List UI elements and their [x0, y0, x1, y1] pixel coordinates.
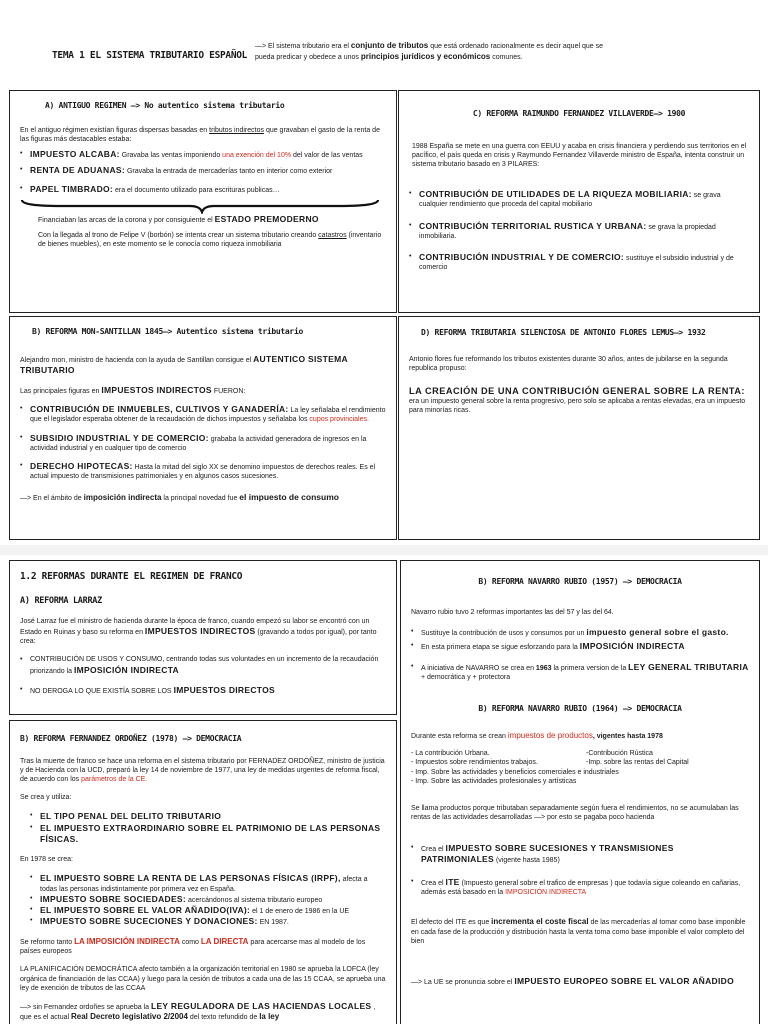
section-fernandez-ordonez	[9, 720, 397, 1024]
page-title: TEMA 1 EL SISTEMA TRIBUTARIO ESPAÑOL	[52, 50, 248, 61]
section-title: B) REFORMA NAVARRO RUBIO (1957) —> DEMOCRACIA	[478, 577, 682, 586]
list-item: • RENTA DE ADUANAS: Gravaba la entrada de mercaderías tanto en interior como exterior	[20, 165, 333, 176]
list-item: • A iniciativa de NAVARRO se crea en 1963 la primera version de la LEY GENERAL TRIBUTARIA + democrática y + protectora	[411, 662, 749, 682]
paragraph: José Larraz fue el ministro de hacienda durante la época de franco, cuando empezó su labor se encontró con un Estado en Ruinas y baso su reforma en IMPUESTOS INDIRECTOS (gravando a todos por igual), por tanto crea:	[20, 617, 377, 646]
section-villaverde	[398, 90, 760, 313]
section-mon-santillan	[9, 316, 397, 540]
tax-list-row	[411, 777, 749, 786]
section-franco	[9, 560, 397, 715]
list-item: • CONTRIBUCIÓN DE USOS Y CONSUMO, centrando todas sus voluntades en un incremento de la recaudación priorizando la IMPOSICIÓN INDIRECTA	[20, 656, 379, 675]
list-item: • NO DEROGA LO QUE EXISTÍA SOBRE LOS IMPUESTOS DIRECTOS	[20, 684, 275, 695]
tax-list-item: -Imp. sobre las rentas del Capital	[586, 759, 689, 767]
section-subtitle: A) REFORMA LARRAZ	[20, 595, 102, 606]
section-title: 1.2 REFORMAS DURANTE EL REGIMEN DE FRANCO	[20, 571, 243, 582]
section-antiguo-regimen	[9, 90, 397, 313]
paragraph: Con la llegada al trono de Felipe V (borbón) se intenta crear un sistema tributario creando catastros (inventario de bienes muebles), en este momento se le conocía como riqueza inmobiliaria	[38, 231, 382, 249]
paragraph: Se reformo tanto LA IMPOSICIÓN INDIRECTA como LA DIRECTA para acercarse mas al modelo de los países europeos	[20, 936, 366, 956]
tax-list-row	[411, 768, 749, 777]
section-title: B) REFORMA FERNANDEZ ORDOÑEZ (1978) —> DEMOCRACIA	[20, 734, 242, 743]
list-item: • PAPEL TIMBRADO: era el documento utilizado para escrituras publicas…	[20, 184, 280, 195]
list-item: • CONTRIBUCIÓN INDUSTRIAL Y DE COMERCIO: sustituye el subsidio industrial y de comercio	[409, 252, 734, 272]
paragraph: —> sin Fernandez ordoñes se aprueba la LEY REGULADORA DE LAS HACIENDAS LOCALES , que es el actual Real Decreto legislativo 2/2004 del texto refundido de la ley	[20, 1001, 376, 1022]
list-item: • EL IMPUESTO EXTRAORDINARIO SOBRE EL PATRIMONIO DE LAS PERSONAS FÍSICAS.	[30, 822, 381, 844]
section-title: B) REFORMA MON-SANTILLAN 1845—> Autentico sistema tributario	[32, 327, 303, 336]
list-item: • Crea el IMPUESTO SOBRE SUCESIONES Y TRANSMISIONES PATRIMONIALES (vigente hasta 1985)	[411, 842, 674, 864]
paragraph: Las principales figuras en IMPUESTOS INDIRECTOS FUERON:	[20, 385, 246, 396]
paragraph: Se crea y utiliza:	[20, 794, 72, 802]
page-intro: —> El sistema tributario era el conjunto de tributos que está ordenado racionalmente es decir aquel que se pueda predicar y obedece a unos principios jurídicos y económicos comunes.	[255, 41, 603, 61]
paragraph: LA PLANIFICACIÓN DEMOCRÁTICA afecto también a la organización territorial en 1980 se aprueba la LOFCA (ley orgánica de financiación de las CCAA) y luego para la cesión de tributos a cada una de las 15 CCAA, se aprueba una ley de exención de tributos de las CCAA	[20, 966, 386, 992]
paragraph: —> En el ámbito de imposición indirecta la principal novedad fue el impuesto de consumo	[20, 491, 339, 502]
tax-list-item: - Impuestos sobre rendimientos trabajos.	[411, 759, 538, 767]
list-item: • EL IMPUESTO SOBRE LA RENTA DE LAS PERSONAS FÍSICAS (IRPF), afecta a todas las personas indistintamente por primera vez en España.	[30, 873, 368, 893]
paragraph: Durante esta reforma se crean impuestos de productos, vigentes hasta 1978	[411, 730, 663, 740]
section-title: C) REFORMA RAIMUNDO FERNANDEZ VILLAVERDE—> 1900	[472, 109, 686, 118]
list-item: • IMPUESTO ALCABA: Gravaba las ventas imponiendo una exención del 10% del valor de las ventas	[20, 149, 363, 160]
paragraph: Navarro rubio tuvo 2 reformas importantes las del 57 y las del 64.	[411, 608, 614, 616]
brace-icon	[20, 198, 380, 214]
section-title: D) REFORMA TRIBUTARIA SILENCIOSA DE ANTONIO FLORES LEMUS—> 1932	[421, 328, 706, 337]
list-item: • Sustituye la contribución de usos y consumos por un impuesto general sobre el gasto.	[411, 626, 729, 637]
paragraph: Se llama productos porque tributaban separadamente según fuera el rendimientos, no se acumulaban las rentas de las actividades desarrolladas —> por esto se pagaba poco hacienda	[411, 805, 739, 822]
tax-list-item: - La contribución Urbana.	[411, 750, 490, 758]
list-item: • CONTRIBUCIÓN DE INMUEBLES, CULTIVOS Y GANADERÍA: La ley señalaba el rendimiento que el legislador esperaba obtener de la recaudación de dichos impuestos y señalaba los cupos provinciales.	[20, 404, 386, 424]
paragraph: Antonio flores fue reformando los tributos existentes durante 30 años, antes de jubilarse en la segunda republica propuso:	[409, 355, 728, 372]
list-item: • EL TIPO PENAL DEL DELITO TRIBUTARIO	[30, 811, 222, 822]
paragraph: LA CREACIÓN DE UNA CONTRIBUCIÓN GENERAL SOBRE LA RENTA: era un impuesto general sobre la renta progresivo, pero solo se aplicaba a rentas elevadas, era un impuesto para minorías ricas.	[409, 386, 746, 415]
paragraph: En 1978 se crea:	[20, 856, 73, 864]
paragraph: El defecto del ITE es que incrementa el coste fiscal de las mercaderías al tomar como base imponible en cada fase de la producción y distribución hasta la venta toma como base imponible el valor completo del bien	[411, 917, 746, 946]
paragraph: —> La UE se pronuncia sobre el IMPUESTO EUROPEO SOBRE EL VALOR AÑADIDO	[411, 976, 734, 987]
section-title: B) REFORMA NAVARRO RUBIO (1964) —> DEMOCRACIA	[478, 704, 682, 713]
tax-list-row	[411, 749, 749, 758]
list-item: • EL IMPUESTO SOBRE EL VALOR AÑADIDO(IVA): el 1 de enero de 1986 en la UE	[30, 905, 350, 916]
tax-list-item: - Imp. Sobre las actividades profesionales y artísticas	[411, 777, 577, 785]
list-item: • CONTRIBUCIÓN DE UTILIDADES DE LA RIQUEZA MOBILIARIA: se grava cualquier rendimiento que proceda del capital mobiliario	[409, 189, 721, 209]
section-flores-lemus	[398, 316, 760, 540]
section-title: A) ANTIGUO REGIMEN —> No autentico sistema tributario	[45, 101, 285, 110]
list-item: • IMPUESTO SOBRE SUCECIONES Y DONACIONES: EN 1987.	[30, 916, 289, 927]
list-item: • DERECHO HIPOTECAS: Hasta la mitad del siglo XX se denomino impuestos de derechos reales. Es el actual impuesto de transmisiones patrimoniales y en algunos casos sucesiones.	[20, 461, 376, 481]
list-item: • En esta primera etapa se sigue esforzando para la IMPOSICIÓN INDIRECTA	[411, 641, 685, 652]
section-navarro-rubio-1964	[400, 700, 760, 1024]
tax-list-item: - Imp. Sobre las actividades y beneficios comerciales e industriales	[411, 768, 619, 776]
list-item: • CONTRIBUCIÓN TERRITORIAL RUSTICA Y URBANA: se grava la propiedad inmobiliaria.	[409, 220, 716, 240]
list-item: • SUBSIDIO INDUSTRIAL Y DE COMERCIO: grababa la actividad generadora de ingresos en la actividad industrial y en cualquier tipo de comercio	[20, 432, 367, 452]
paragraph: Tras la muerte de franco se hace una reforma en el sistema tributario por FERNADEZ ORDOÑEZ, ministro de justicia y de Hacienda con la UCD, preparó la ley 14 de noviembre de 1977, una ley de medidas urgentes de reforma fiscal, de acuerdo con los parámetros de la CE.	[20, 757, 385, 784]
section-navarro-rubio-1957	[400, 560, 760, 717]
paragraph: Alejandro mon, ministro de hacienda con la ayuda de Santillan consigue el AUTENTICO SISTEMA TRIBUTARIO	[20, 353, 348, 375]
tax-list	[411, 749, 749, 786]
list-item: • Crea el ITE (Impuesto general sobre el trafico de empresas ) que todavía sigue coleando en cañarias, además está basado en la IMPOSICIÓN INDIRECTA	[411, 876, 741, 897]
tax-list-row	[411, 758, 749, 767]
section-divider	[0, 545, 768, 555]
tax-list-item: -Contribución Rústica	[586, 750, 653, 758]
paragraph: Financiaban las arcas de la corona y por consiguiente el ESTADO PREMODERNO	[38, 213, 319, 224]
paragraph: En el antiguo régimen existían figuras dispersas basadas en tributos indirectos que gravaban el gasto de la renta de las figuras más destacables estaba:	[20, 126, 380, 143]
list-item: • IMPUESTO SOBRE SOCIEDADES: acercándonos al sistema tributario europeo	[30, 893, 323, 904]
paragraph: 1988 España se mete en una guerra con EEUU y acaba en crisis financiera y perdiendo sus territorios en el pacífico, el país queda en crisis y Raymundo Fernandez Villaverde ministro de España, intenta construir un sistema tributario basado en 3 PILARES:	[412, 142, 747, 169]
